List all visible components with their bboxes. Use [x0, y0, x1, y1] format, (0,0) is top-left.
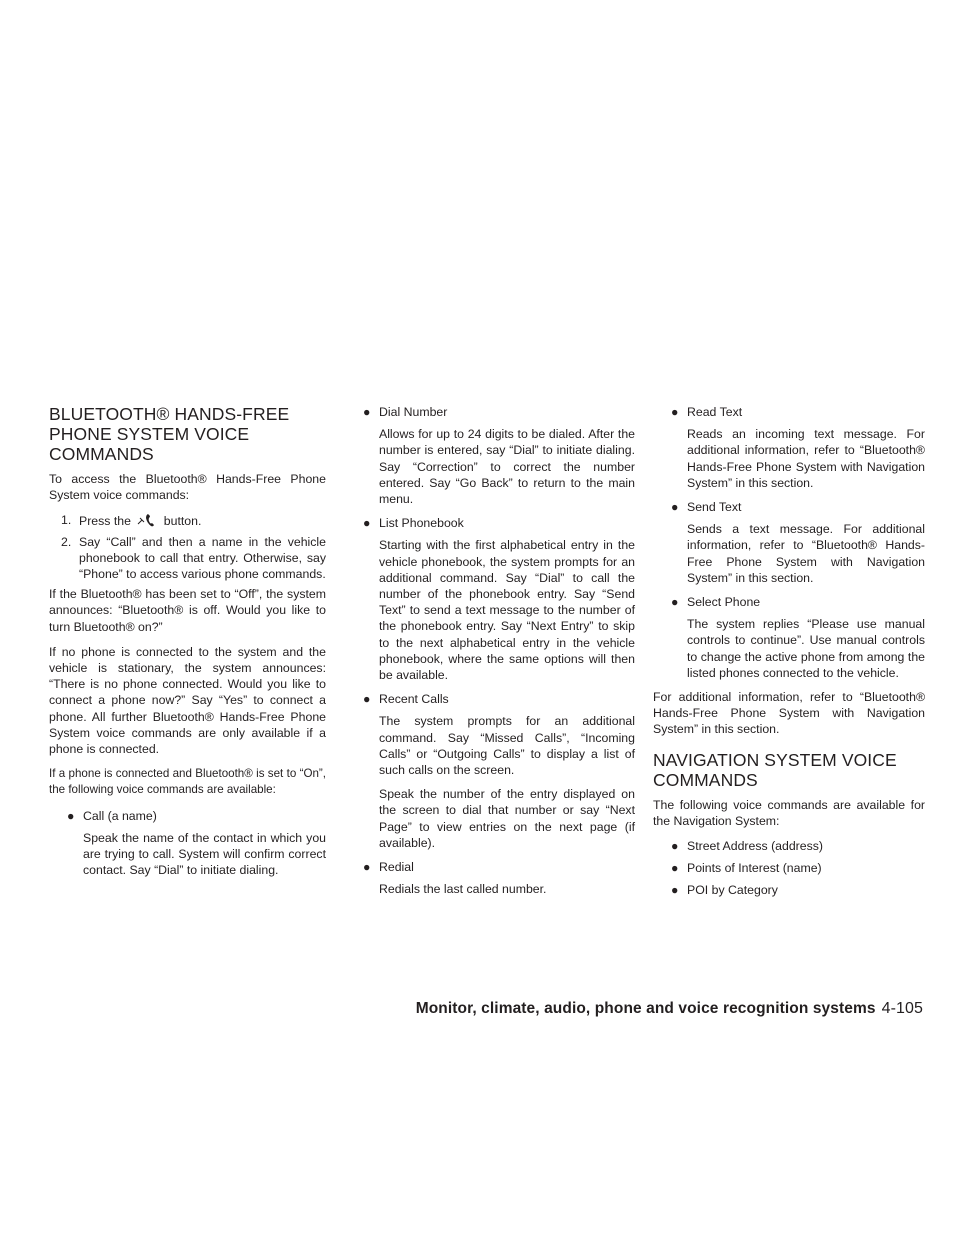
step-1-text-after: button. [163, 514, 202, 529]
paragraph-phone-connected: If a phone is connected and Bluetooth® is set to “On”, the following voice commands are available: [49, 767, 326, 797]
list-item [667, 499, 925, 515]
list-item [667, 860, 925, 876]
bullet-icon: ● [363, 516, 371, 531]
list-item [667, 404, 925, 420]
step-1-text-before: Press the [79, 514, 131, 529]
command-description: Reads an incoming text message. For additional information, refer to “Bluetooth® Hands-Free Phone System with Navigation System” in this section. [687, 427, 925, 490]
list-item [63, 808, 326, 824]
navigation-command-label: Street Address (address) [687, 839, 824, 854]
phone-button-icon [136, 512, 158, 528]
column-right [653, 404, 925, 899]
command-description: Sends a text message. For additional information, refer to “Bluetooth® Hands-Free Phone System with Navigation System” in this section. [687, 522, 925, 585]
navigation-intro-paragraph: The following voice commands are available for the Navigation System: [653, 797, 925, 828]
navigation-command-label: POI by Category [687, 883, 778, 898]
heading-bluetooth-voice-commands: BLUETOOTH® HANDS-FREE PHONE SYSTEM VOICE COMMANDS [49, 404, 290, 464]
bullet-icon: ● [671, 500, 679, 515]
bullet-icon: ● [671, 883, 679, 898]
step-number: 2. [61, 534, 72, 549]
paragraph-bluetooth-off: If the Bluetooth® has been set to “Off”, the system announces: “Bluetooth® is off. Would you like to turn Bluetooth® on?” [49, 587, 326, 634]
command-description: The system replies “Please use manual controls to continue”. Use manual controls to change the active phone from among the listed phones connected to the vehicle. [687, 617, 925, 680]
command-description: Allows for up to 24 digits to be dialed. After the number is entered, say “Dial” to initiate dialing. Say “Correction” to correct the number entered. Say “Go Back” to return to the main menu. [379, 427, 635, 507]
paragraph-more-info: For additional information, refer to “Bluetooth® Hands-Free Phone System with Navigation System” in this section. [653, 690, 925, 737]
step-2 [49, 534, 326, 583]
command-label: List Phonebook [379, 516, 464, 531]
list-item [359, 404, 635, 420]
bullet-icon: ● [363, 405, 371, 419]
command-description: Speak the number of the entry displayed on the screen to dial that number or say “Next Page” to view entries on the next page (if available). [379, 787, 635, 850]
navigation-command-label: Points of Interest (name) [687, 861, 822, 876]
command-label: Redial [379, 860, 414, 875]
list-item [667, 838, 925, 854]
bullet-icon: ● [671, 595, 679, 610]
command-label: Read Text [687, 405, 743, 419]
command-label: Dial Number [379, 405, 448, 419]
step-number: 1. [61, 513, 72, 528]
list-item [359, 691, 635, 707]
command-label: Call (a name) [83, 808, 157, 823]
bullet-icon: ● [671, 405, 679, 419]
command-label: Recent Calls [379, 692, 449, 707]
command-label: Send Text [687, 500, 742, 515]
footer-section-title: Monitor, climate, audio, phone and voice recognition systems [415, 1000, 876, 1017]
step-2-text: Say “Call” and then a name in the vehicle phonebook to call that entry. Otherwise, say “Phone” to access various phone commands. [79, 534, 326, 582]
paragraph-no-phone: If no phone is connected to the system and the vehicle is stationary, the system announces: “There is no phone connected. Would you like to connect a phone now?” Say “Yes” to connect a phone. All further Bluetooth® Hands-Free Phone System voice commands are only available if a phone is connected. [49, 644, 326, 757]
page-number: 4-105 [881, 1000, 923, 1017]
bullet-icon: ● [363, 860, 371, 875]
command-call [49, 808, 326, 879]
column-left [49, 404, 326, 886]
list-item [359, 859, 635, 875]
bullet-icon: ● [671, 861, 679, 876]
command-description: Redials the last called number. [379, 882, 547, 897]
bullet-icon: ● [363, 692, 371, 707]
list-item [667, 882, 925, 898]
command-description: Speak the name of the contact in which you are trying to call. System will confirm correct contact. Say “Dial” to initiate dialing. [83, 830, 326, 878]
page-footer [416, 1000, 923, 1018]
command-description: Starting with the first alphabetical entry in the vehicle phonebook, the system prompts for an additional command. Say “Dial” to call the number of the phonebook entry. Say “Send Text” to send a text message to the number of the phonebook entry. Say “Next Entry” to skip to the next alphabetical entry in the vehicle phonebook, where the same options will then be available. [379, 538, 635, 683]
bullet-icon: ● [67, 808, 75, 823]
heading-navigation-voice-commands: NAVIGATION SYSTEM VOICE COMMANDS [653, 749, 897, 790]
list-item [667, 594, 925, 610]
command-label: Select Phone [687, 595, 761, 610]
step-1 [49, 512, 326, 529]
command-description: The system prompts for an additional command. Say “Missed Calls”, “Incoming Calls” or “Outgoing Calls” to display a list of such calls on the screen. [379, 714, 635, 778]
bullet-icon: ● [671, 839, 679, 854]
intro-paragraph: To access the Bluetooth® Hands-Free Phone System voice commands: [49, 472, 326, 503]
column-middle [359, 404, 635, 905]
list-item [359, 515, 635, 531]
